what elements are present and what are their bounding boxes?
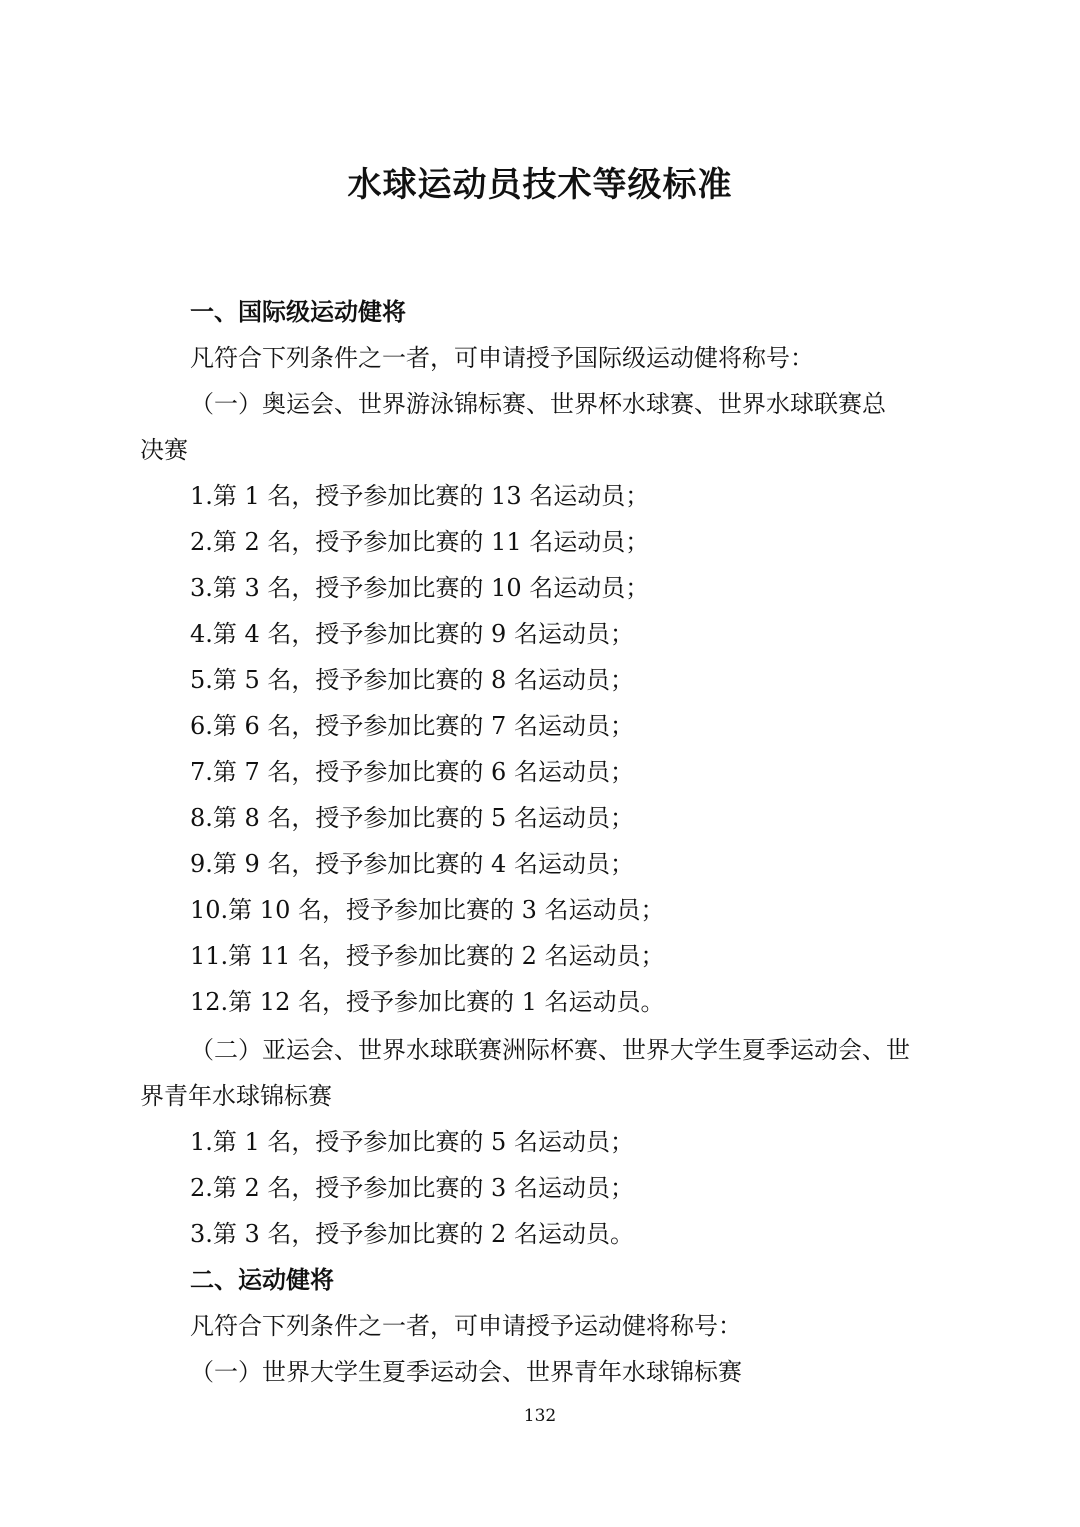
subsection-heading: （一）世界大学生夏季运动会、世界青年水球锦标赛 xyxy=(190,1358,742,1386)
list-item: 12.第 12 名，授予参加比赛的 1 名运动员。 xyxy=(190,988,665,1016)
list-item: 9.第 9 名，授予参加比赛的 4 名运动员； xyxy=(190,850,634,878)
section-intro: 凡符合下列条件之一者，可申请授予国际级运动健将称号： xyxy=(190,344,814,372)
list-item: 4.第 4 名，授予参加比赛的 9 名运动员； xyxy=(190,620,634,648)
list-item: 3.第 3 名，授予参加比赛的 10 名运动员； xyxy=(190,574,650,602)
page-number: 132 xyxy=(523,1406,557,1426)
subsection-heading: （二）亚运会、世界水球联赛洲际杯赛、世界大学生夏季运动会、世 xyxy=(190,1036,910,1064)
list-item: 8.第 8 名，授予参加比赛的 5 名运动员； xyxy=(190,804,634,832)
list-item: 1.第 1 名，授予参加比赛的 13 名运动员； xyxy=(190,482,650,510)
list-item: 6.第 6 名，授予参加比赛的 7 名运动员； xyxy=(190,712,634,740)
list-item: 2.第 2 名，授予参加比赛的 11 名运动员； xyxy=(190,528,650,556)
list-item: 7.第 7 名，授予参加比赛的 6 名运动员； xyxy=(190,758,634,786)
subsection-heading-continued: 决赛 xyxy=(140,436,188,464)
subsection-heading-continued: 界青年水球锦标赛 xyxy=(140,1082,332,1110)
list-item: 3.第 3 名，授予参加比赛的 2 名运动员。 xyxy=(190,1220,634,1248)
list-item: 2.第 2 名，授予参加比赛的 3 名运动员； xyxy=(190,1174,634,1202)
section-heading-master: 二、运动健将 xyxy=(190,1266,334,1294)
section-heading-international-master: 一、国际级运动健将 xyxy=(190,298,406,326)
page-title: 水球运动员技术等级标准 xyxy=(347,165,733,205)
subsection-heading: （一）奥运会、世界游泳锦标赛、世界杯水球赛、世界水球联赛总 xyxy=(190,390,886,418)
list-item: 1.第 1 名，授予参加比赛的 5 名运动员； xyxy=(190,1128,634,1156)
list-item: 5.第 5 名，授予参加比赛的 8 名运动员； xyxy=(190,666,634,694)
list-item: 11.第 11 名，授予参加比赛的 2 名运动员； xyxy=(190,942,665,970)
section-intro: 凡符合下列条件之一者，可申请授予运动健将称号： xyxy=(190,1312,742,1340)
list-item: 10.第 10 名，授予参加比赛的 3 名运动员； xyxy=(190,896,665,924)
